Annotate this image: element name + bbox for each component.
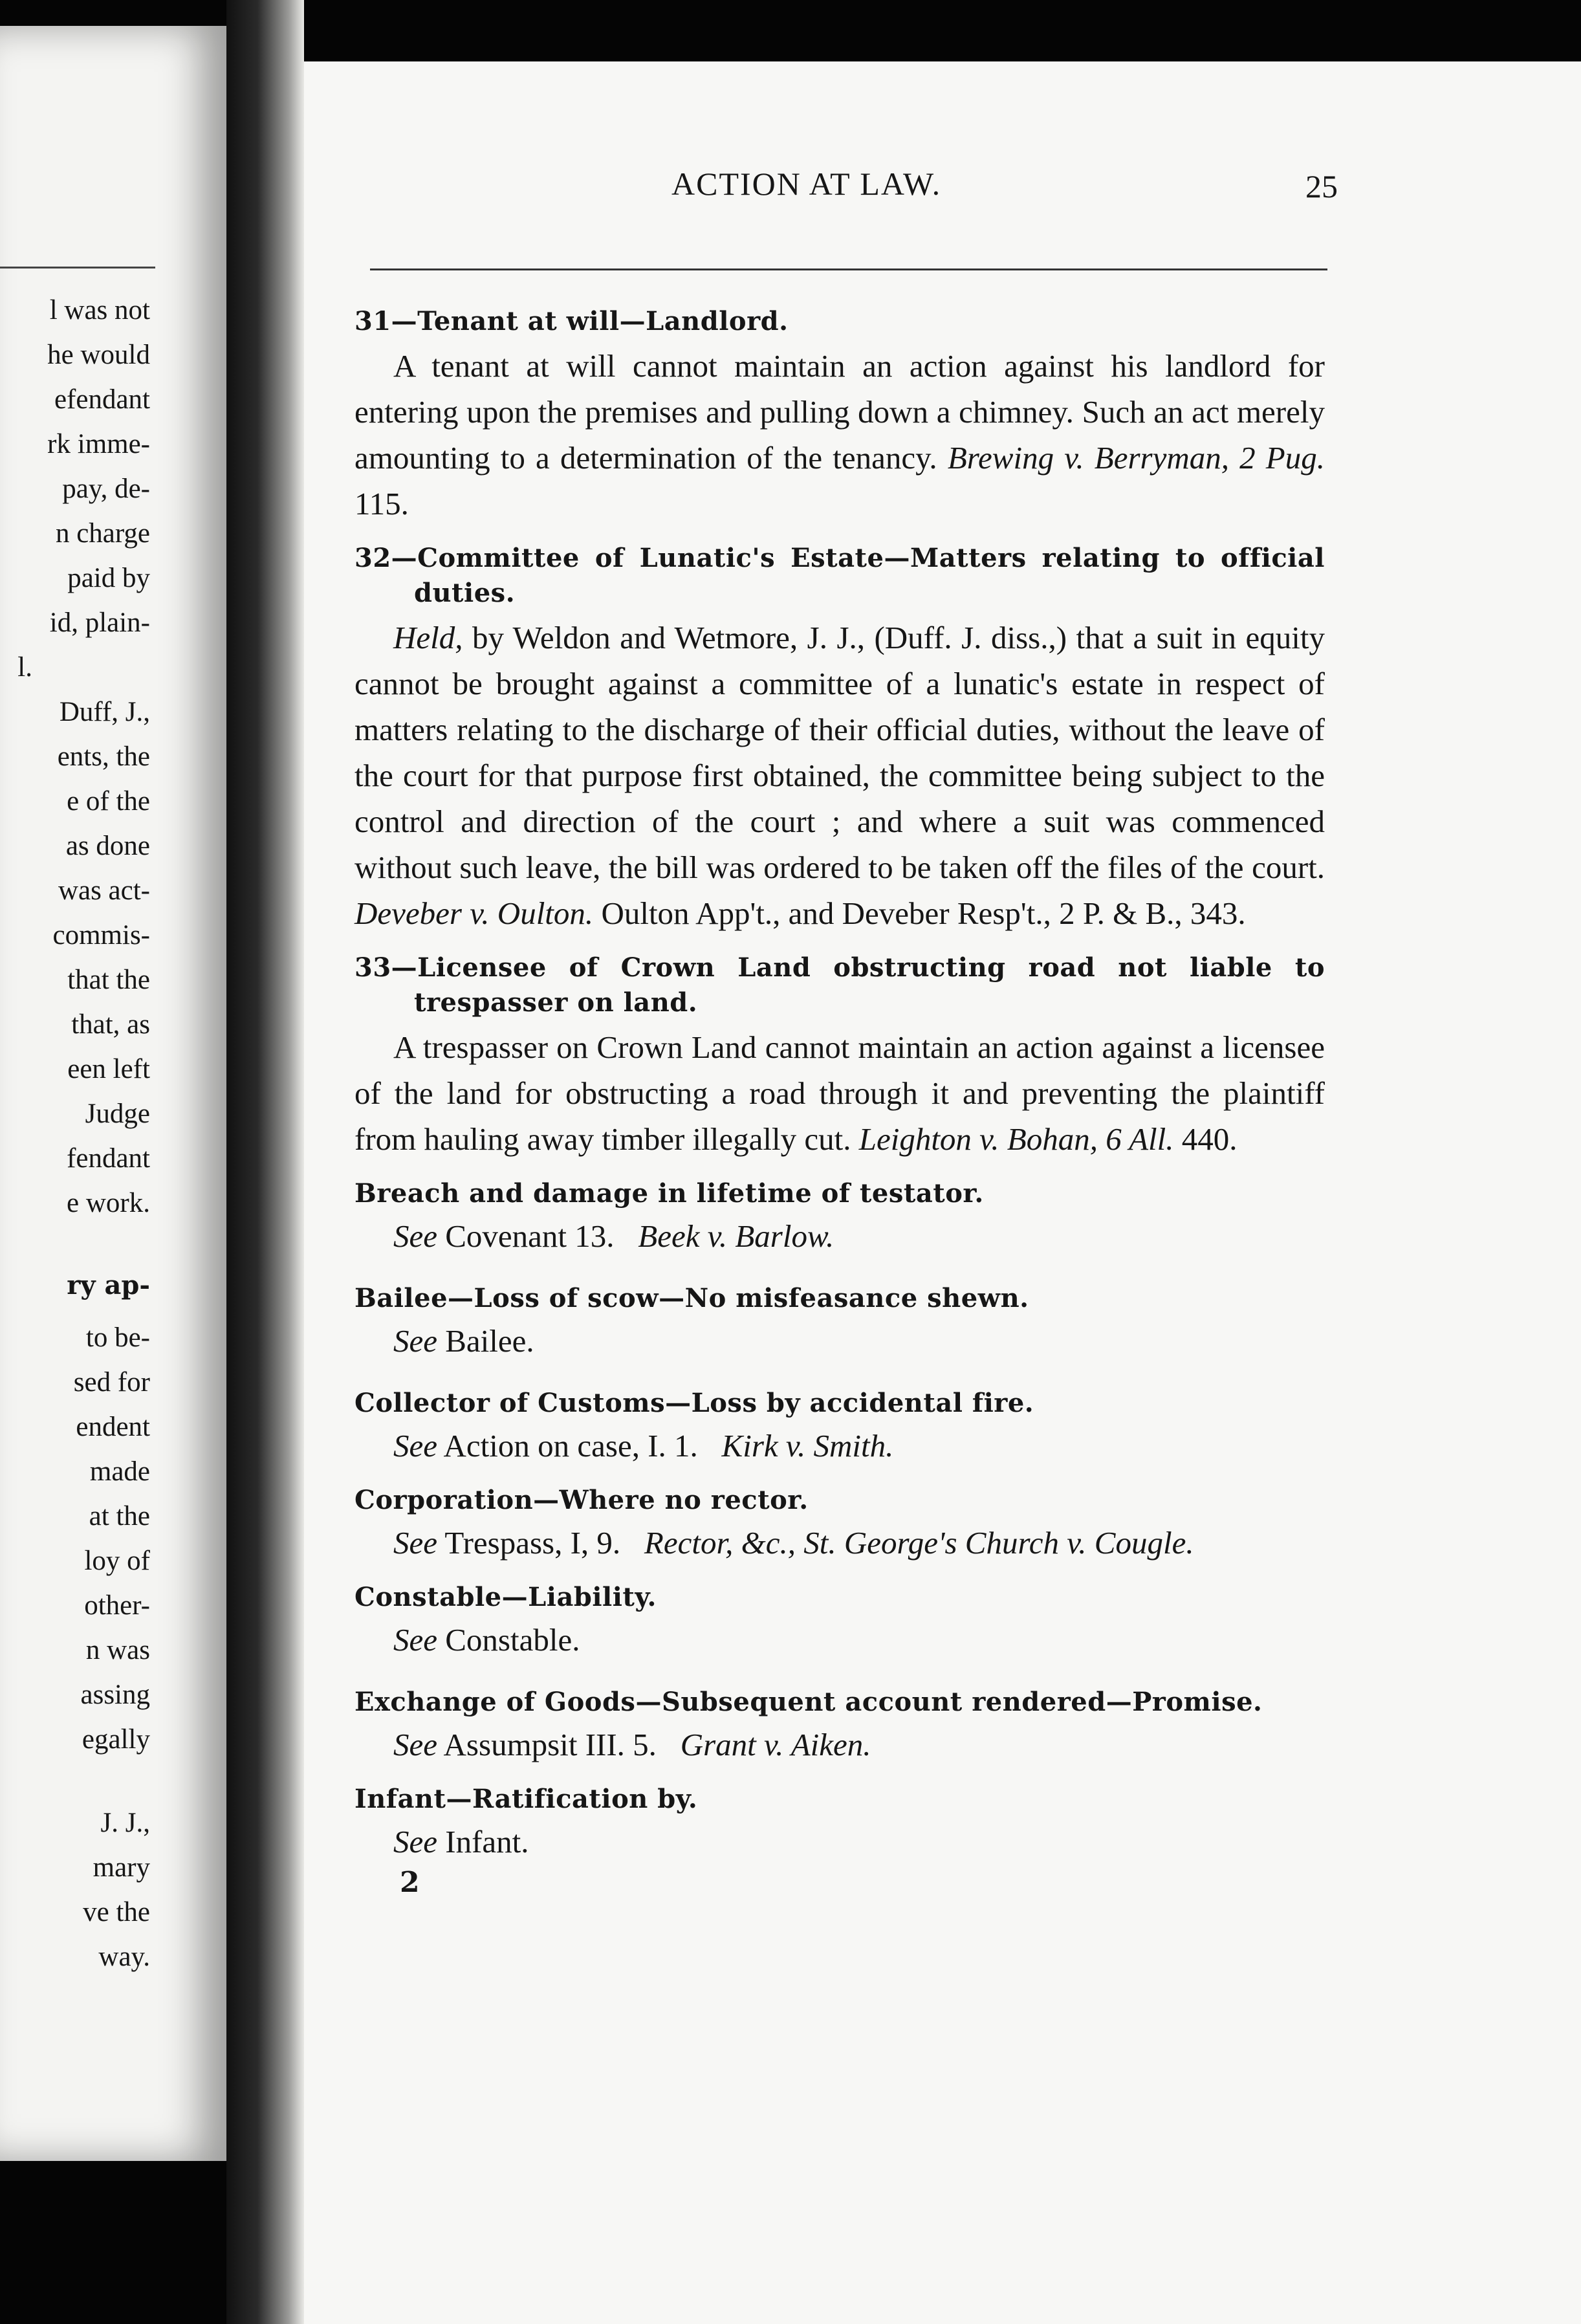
cross-ref-heading: Collector of Customs—Loss by accidental fire. xyxy=(354,1388,1034,1418)
left-page-fragment: made xyxy=(89,1456,150,1487)
entry-body xyxy=(354,343,1325,527)
left-page-fragment: sed for xyxy=(73,1367,150,1398)
signature-mark: 2 xyxy=(400,1866,420,1899)
cross-ref-collector xyxy=(354,1386,1325,1469)
entry-31 xyxy=(354,304,1325,527)
cross-ref-heading: Infant—Ratification by. xyxy=(354,1784,698,1814)
left-page-fragment: paid by xyxy=(67,563,150,593)
cross-ref-heading: Corporation—Where no rector. xyxy=(354,1485,809,1515)
entry-heading: 31—Tenant at will—Landlord. xyxy=(354,306,789,336)
book-gutter xyxy=(226,0,304,2324)
left-page-fragment: loy of xyxy=(84,1546,150,1576)
cross-ref-see-line xyxy=(354,1214,1325,1259)
cross-ref-heading: Breach and damage in lifetime of testator. xyxy=(354,1178,984,1209)
left-page-fragment: other- xyxy=(84,1590,150,1621)
left-page-fragment: Judge xyxy=(85,1099,150,1129)
left-page-fragment: l was not xyxy=(49,295,150,325)
see-word: See xyxy=(393,1622,437,1658)
left-page-fragment: efendant xyxy=(54,384,150,415)
left-page-fragment: rk imme- xyxy=(47,429,150,459)
cross-ref-target: Infant. xyxy=(437,1824,529,1859)
left-page-fragment: as done xyxy=(65,831,150,861)
left-page-fragment: ry ap- xyxy=(67,1270,150,1300)
cross-ref-see-line xyxy=(354,1520,1325,1566)
cross-ref-target: Assumpsit III. 5. xyxy=(437,1727,657,1762)
left-page-fragment: Duff, J., xyxy=(59,697,150,727)
left-page-fragment: n charge xyxy=(55,518,150,549)
case-citation: Brewing v. Berryman, 2 Pug. xyxy=(947,440,1325,476)
cross-ref-target: Bailee. xyxy=(437,1323,534,1359)
left-page-fragment: assing xyxy=(80,1680,150,1710)
entry-text: A trespasser on Crown Land cannot maintain an action against a licensee of the land for obstructing a road through it and preventing the plaintiff from hauling away timber illegally cut. xyxy=(354,1029,1325,1157)
left-page-fragment: id, plain- xyxy=(49,608,150,638)
citation-reference: Oulton App't., and Deveber Resp't., 2 P. & B., 343. xyxy=(593,895,1246,931)
left-page-fragment: een left xyxy=(67,1054,150,1084)
running-head-rule xyxy=(370,269,1327,270)
left-page-fragment: J. J., xyxy=(100,1808,150,1838)
cross-ref-bailee xyxy=(354,1281,1325,1364)
left-page-fragment: egally xyxy=(82,1724,150,1755)
page-number: 25 xyxy=(1305,168,1338,204)
entry-text: A tenant at will cannot maintain an action against his landlord for entering upon the premises and pulling down a chimney. Such an act merely amounting to a determination of the tenancy. xyxy=(354,348,1325,476)
see-word: See xyxy=(393,1428,437,1463)
see-word: See xyxy=(393,1727,437,1762)
cross-ref-target: Trespass, I, 9. xyxy=(437,1525,621,1561)
left-page-fragment: ents, the xyxy=(57,741,150,772)
left-page-fragment: e of the xyxy=(67,786,150,817)
left-page-fragment: to be- xyxy=(85,1322,150,1353)
held-word: Held, xyxy=(393,620,463,655)
entry-heading: 32—Committee of Lunatic's Estate—Matters relating to official duties. xyxy=(354,543,1325,608)
left-page-fragment: at the xyxy=(89,1501,150,1531)
entry-33 xyxy=(354,950,1325,1162)
left-page-fragment: ve the xyxy=(83,1897,150,1927)
left-page-fragment: way. xyxy=(98,1942,150,1972)
citation-reference: 440. xyxy=(1173,1121,1238,1157)
see-word: See xyxy=(393,1824,437,1859)
left-page-fragment: fendant xyxy=(67,1143,150,1174)
cross-ref-breach xyxy=(354,1176,1325,1259)
case-citation: Leighton v. Bohan, 6 All. xyxy=(858,1121,1174,1157)
left-page-fragment: that the xyxy=(67,965,150,995)
cross-ref-see-line xyxy=(354,1423,1325,1469)
running-head xyxy=(367,165,1338,210)
entry-heading: 33—Licensee of Crown Land obstructing road not liable to trespasser on land. xyxy=(354,952,1325,1018)
page-content xyxy=(354,304,1325,1899)
entry-body xyxy=(354,615,1325,936)
cross-ref-see-line xyxy=(354,1722,1325,1768)
left-page-fragment: was act- xyxy=(58,875,150,906)
cross-ref-heading: Exchange of Goods—Subsequent account rendered—Promise. xyxy=(354,1687,1263,1717)
cross-ref-target: Covenant 13. xyxy=(437,1218,615,1254)
cross-ref-see-line xyxy=(354,1617,1325,1663)
left-page-fragment: e work. xyxy=(67,1188,150,1218)
see-word: See xyxy=(393,1218,437,1254)
left-page-fragment: mary xyxy=(93,1852,150,1883)
left-page-fragment: commis- xyxy=(52,920,150,950)
cross-ref-target: Constable. xyxy=(437,1622,580,1658)
cross-ref-infant xyxy=(354,1782,1325,1865)
cross-ref-heading: Bailee—Loss of scow—No misfeasance shewn. xyxy=(354,1283,1029,1313)
left-page-fragment: endent xyxy=(76,1412,150,1442)
left-page-fragment: pay, de- xyxy=(62,474,150,504)
entry-text: by Weldon and Wetmore, J. J., (Duff. J. diss.,) that a suit in equity cannot be brought against a committee of a lunatic's estate in respect of matters relating to the discharge of their official duties, without the leave of the court for that purpose first obtained, the committee being subject to the control and direction of the court ; and where a suit was commenced without such leave, the bill was ordered to be taken off the files of the court. xyxy=(354,620,1325,885)
running-head-title: ACTION AT LAW. xyxy=(671,166,942,202)
case-citation: Kirk v. Smith. xyxy=(721,1428,894,1463)
left-page-fragment: he would xyxy=(47,340,150,370)
cross-ref-corporation xyxy=(354,1483,1325,1566)
citation-reference: 115. xyxy=(354,486,409,521)
see-word: See xyxy=(393,1525,437,1561)
case-citation: Rector, &c., St. George's Church v. Cougle. xyxy=(644,1525,1194,1561)
case-citation: Grant v. Aiken. xyxy=(680,1727,871,1762)
left-page-fragment: n was xyxy=(85,1635,150,1665)
cross-ref-target: Action on case, I. 1. xyxy=(437,1428,698,1463)
cross-ref-constable xyxy=(354,1580,1325,1663)
entry-body xyxy=(354,1024,1325,1162)
cross-ref-see-line xyxy=(354,1819,1325,1865)
case-citation: Beek v. Barlow. xyxy=(638,1218,834,1254)
entry-32 xyxy=(354,541,1325,936)
cross-ref-exchange xyxy=(354,1685,1325,1768)
facing-page-left xyxy=(0,26,230,2161)
left-page-fragment: l. xyxy=(17,652,32,683)
cross-ref-see-line xyxy=(354,1319,1325,1364)
left-page-fragment: that, as xyxy=(71,1009,150,1040)
case-citation: Deveber v. Oulton. xyxy=(354,895,594,931)
left-page-rule xyxy=(0,267,155,269)
see-word: See xyxy=(393,1323,437,1359)
cross-ref-heading: Constable—Liability. xyxy=(354,1582,657,1612)
